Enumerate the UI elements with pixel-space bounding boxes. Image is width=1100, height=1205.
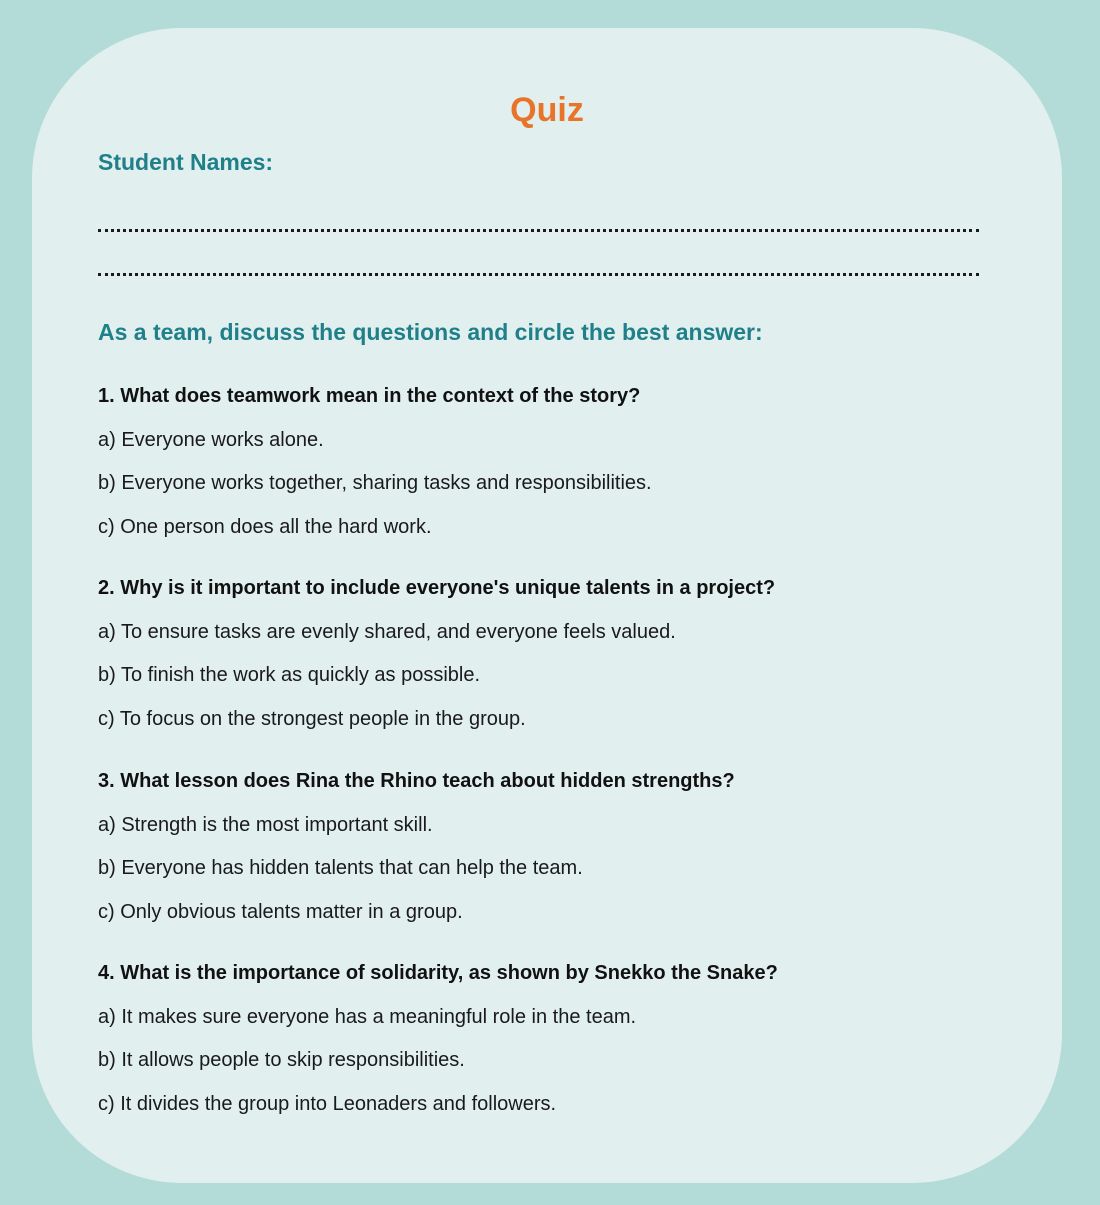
question-3 [98,768,998,925]
answer-option-c[interactable]: c) One person does all the hard work. [98,515,432,538]
question-text: 4. What is the importance of solidarity, as shown by Snekko the Snake? [98,962,778,984]
quiz-card [32,28,1062,1183]
answer-option-b[interactable]: b) To finish the work as quickly as possible. [98,664,481,686]
question-1 [98,383,998,540]
answer-option-c[interactable]: c) To focus on the strongest people in the group. [98,707,526,730]
answer-option-b[interactable]: b) It allows people to skip responsibilities. [98,1049,465,1071]
answer-option-c[interactable]: c) It divides the group into Leonaders and followers. [98,1092,557,1115]
answer-option-b[interactable]: b) Everyone works together, sharing tasks and responsibilities. [98,472,652,494]
question-text: 3. What lesson does Rina the Rhino teach about hidden strengths? [98,770,735,792]
answer-option-c[interactable]: c) Only obvious talents matter in a group. [98,900,463,923]
question-text: 1. What does teamwork mean in the context of the story? [98,385,641,407]
answer-option-b[interactable]: b) Everyone has hidden talents that can help the team. [98,857,583,879]
quiz-instructions: As a team, discuss the questions and circle the best answer: [98,319,763,345]
question-4 [98,960,998,1117]
student-names-label: Student Names: [98,149,274,175]
question-2 [98,575,998,732]
answer-option-a[interactable]: a) It makes sure everyone has a meaningful role in the team. [98,1005,637,1028]
name-line-2[interactable] [98,273,979,276]
answer-option-a[interactable]: a) Everyone works alone. [98,428,324,451]
quiz-title: Quiz [510,91,584,129]
answer-option-a[interactable]: a) To ensure tasks are evenly shared, and everyone feels valued. [98,620,676,643]
question-text: 2. Why is it important to include everyone's unique talents in a project? [98,577,776,599]
name-line-1[interactable] [98,229,979,232]
answer-option-a[interactable]: a) Strength is the most important skill. [98,813,433,836]
